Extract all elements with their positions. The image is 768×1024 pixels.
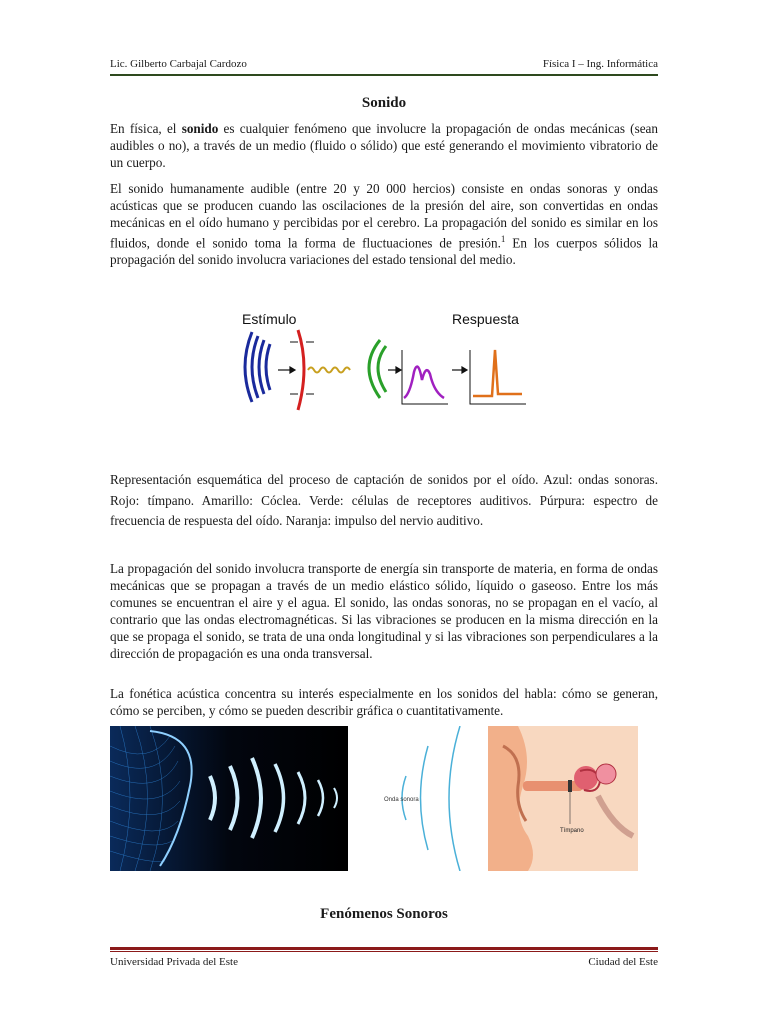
footer-university: Universidad Privada del Este (110, 956, 238, 968)
footnote-marker[interactable]: 1 (500, 234, 506, 244)
paragraph-text: es cualquier fenómeno que involucre la propagación de ondas mecánicas (sean audibles o no), a través de un medio (fluido o sólido) que esté generando el movimiento vibratorio de un cuerpo. (110, 121, 659, 170)
hearing-process-diagram (230, 302, 535, 417)
footer-rule (110, 947, 658, 950)
page-footer (110, 956, 658, 968)
header-rule (110, 74, 658, 76)
wave-label: Onda sonora (384, 797, 419, 803)
header-author: Lic. Gilberto Carbajal Cardozo (110, 58, 247, 70)
paragraph-audible (110, 180, 658, 268)
impulse-plot (470, 350, 526, 404)
figure-caption: Representación esquemática del proceso de captación de sonidos por el oído. Azul: ondas sonoras. Rojo: tímpano. Amarillo: Cóclea. Verde: células de receptores auditivos. Púrpura: espectro de frecuencia de respuesta del oído. Naranja: impulso del nervio auditivo. (110, 472, 658, 528)
arrow-icon (388, 367, 401, 373)
paragraph-phonetics: La fonética acústica concentra su interés especialmente en los sonidos del habla: cómo se generan, cómo se perciben, y cómo se pueden describir gráfica o cuantitativamente. (110, 686, 658, 718)
footer-city: Ciudad del Este (588, 956, 658, 968)
spectrum-plot (402, 350, 448, 404)
ear-waves-image (110, 726, 348, 871)
sound-images-row (110, 726, 638, 871)
arrow-icon (452, 367, 467, 373)
paragraph-text: En física, el (110, 121, 182, 136)
response-label: Respuesta (452, 311, 519, 327)
sound-waves-icon (245, 332, 270, 402)
paragraph-propagation: La propagación del sonido involucra transporte de energía sin transporte de materia, en forma de ondas mecánicas que se propagan a través de un medio elástico sólido, líquido o gaseoso. Entre los más comunes se encuentran el aire y el agua. El sonido, las ondas sonoras, no se propagan en el vacío, al contrario que las ondas electromagnéticas. Si las vibraciones se producen en la misma dirección en la que se propaga el sonido, se trata de una onda longitudinal y si las vibraciones son perpendiculares a la dirección de propagación es una onda transversal. (110, 561, 658, 661)
sound-wave-diagram (358, 726, 500, 871)
page-title: Sonido (361, 95, 407, 111)
eardrum-label: Tímpano (560, 828, 584, 834)
ear-anatomy-image (488, 726, 638, 871)
paragraph-definition (110, 120, 658, 171)
eardrum-icon (298, 330, 304, 410)
bold-term: sonido (181, 121, 219, 136)
arrow-icon (278, 367, 295, 373)
footer-rule-thin (110, 951, 658, 952)
receptor-cells-icon (369, 340, 386, 398)
cochlea-spring-icon (308, 368, 350, 373)
paragraph-text: El sonido humanamente audible (entre 20 y 20 000 hercios) consiste en ondas sonoras y ondas acústicas que se producen cuando las oscilaciones de la presión del aire, son convertidas en ondas mecánicas en el oído humano y percibidas por el cerebro. La propagación del sonido es similar en los fluidos, donde el sonido toma la forma de fluctuaciones de presión. (110, 181, 658, 251)
section-heading: Fenómenos Sonoros (320, 906, 448, 922)
header-course: Física I – Ing. Informática (542, 58, 658, 70)
paragraph-text: En los cuerpos sólidos la propagación del sonido involucra variaciones del estado tensional del medio. (110, 235, 658, 268)
stimulus-label: Estímulo (242, 311, 297, 327)
page-header (110, 58, 658, 70)
